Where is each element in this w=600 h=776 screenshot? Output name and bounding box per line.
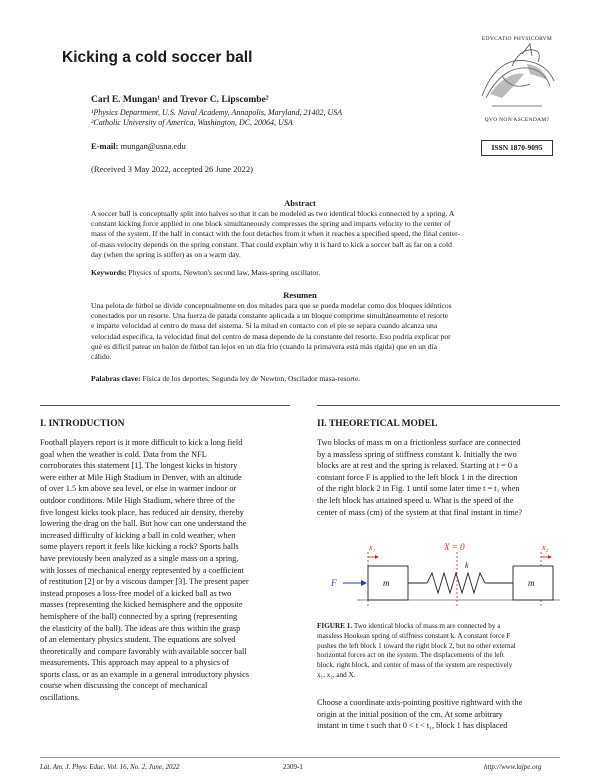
resumen-line: Una pelota de fútbol se divide conceptualmente en dos mitades para que se pueda modelar como dos bloques idénticos <box>91 301 452 310</box>
left-column-rule <box>40 405 290 406</box>
intro-line: hemisphere of the ball) connected by a spring (representing <box>40 611 238 621</box>
intro-line: of an elementary physics student. The equations are solved <box>40 635 236 645</box>
theory-line: Two blocks of mass m on a frictionless surface are connected <box>317 438 521 447</box>
theory-line: center of mass (cm) of the system at that final instant in time? <box>317 507 523 517</box>
email-line <box>91 141 186 151</box>
section-1-heading: I. INTRODUCTION <box>40 419 125 429</box>
paper-title: Kicking a cold soccer ball <box>62 49 253 66</box>
theory-line: blocks are at rest and the spring is relaxed. Starting at t = 0 a <box>317 461 518 471</box>
affiliation-1: ¹Physics Department, U.S. Naval Academy, Annapolis, Maryland, 21402, USA <box>91 108 343 117</box>
label-X0: X = 0 <box>444 542 465 552</box>
caption-line: Two identical blocks of mass m are connected by a <box>353 622 501 630</box>
affiliation-2: ²Catholic University of America, Washington, DC, 20064, USA <box>91 118 293 127</box>
palabras-clave-text: Física de los deportes, Segunda ley de Newton, Oscilador masa-resorte. <box>142 374 361 383</box>
abstract-line: of-mass velocity depends on the spring constant. That could explain why it is hard to kick a soccer ball as far on a cold <box>91 239 452 249</box>
intro-line: have previously been analyzed as a single mass on a spring, <box>40 553 239 563</box>
abstract-text <box>91 209 515 260</box>
keywords-label: Keywords: <box>91 268 127 277</box>
intro-line: masses (representing the kicked hemisphere and the opposite <box>40 600 243 610</box>
keywords-text: Physics of sports, Newton's second law, Mass-spring oscillator. <box>128 268 321 277</box>
section-2-heading: II. THEORETICAL MODEL <box>317 419 438 429</box>
intro-line: outdoor conditions. Mile High Stadium, where three of the <box>40 495 235 505</box>
palabras-clave-line <box>91 374 360 383</box>
introduction-text <box>40 437 290 704</box>
caption-line: horizontal forces act on the system. The displacements of the left <box>317 651 504 660</box>
palabras-clave-label: Palabras clave: <box>91 374 141 383</box>
figure-1-caption <box>317 622 560 681</box>
footer-page-number: 2309-1 <box>283 763 303 771</box>
intro-line: goal when the weather is cold. Data from the NFL <box>40 449 207 459</box>
spring <box>408 573 513 593</box>
abstract-line: day (when the spring is stiffer) as on a warm day. <box>91 249 241 259</box>
figure-1-diagram <box>317 538 560 613</box>
theory-line: of the right block 2 in Fig. 1 until some later time t = t₁ when <box>317 484 520 494</box>
abstract-line: mass of the system. If the half in contact with the foot detaches from it when it reaches a specified speed, the final center- <box>91 229 461 239</box>
force-arrowhead <box>361 580 367 586</box>
label-m1: m <box>383 578 390 588</box>
authors: Carl E. Mungan¹ and Trevor C. Lipscombe² <box>91 95 269 105</box>
intro-line: corroborates this statement [1]. The longest kicks in history <box>40 461 238 471</box>
abstract-heading: Abstract <box>284 198 316 208</box>
intro-line: oscillations. <box>40 693 80 703</box>
label-x1: x₁ <box>369 543 376 552</box>
label-m2: m <box>528 578 535 588</box>
intro-line: Football players report is it more difficult to kick a long field <box>40 438 243 447</box>
resumen-heading: Resumen <box>283 290 317 300</box>
intro-line: of over 1.5 km above sea level, or else in warmer indoor or <box>40 484 237 494</box>
intro-line: increased difficulty of kicking a ball in cold weather, when <box>40 530 236 540</box>
logo-motto-top: EDVCATIO PHYSICORVM <box>481 36 553 42</box>
resumen-line: velocidad específica, la velocidad final del centro de masa depende de la constante del resorte. Eso podría explicar por <box>91 331 451 341</box>
x2-arrowhead <box>548 555 552 559</box>
theory-line: constant force F is applied to the left block 1 in the direction <box>317 472 518 482</box>
label-k: k <box>465 561 469 570</box>
journal-logo <box>472 36 562 124</box>
theory-line: origin at the initial position of the cm. At some arbitrary <box>317 709 503 719</box>
right-column-rule <box>317 405 560 406</box>
theory-line: instant in time t such that 0 < t < t₁, block 1 has displaced <box>317 721 508 731</box>
footer-url[interactable]: http://www.lajpe.org <box>484 763 542 771</box>
theory-text <box>317 437 560 518</box>
intro-line: with losses of mechanical energy represented by a coefficient <box>40 565 244 575</box>
received-dates: (Received 3 May 2022, accepted 26 June 2022) <box>91 164 253 174</box>
label-x2: x₂ <box>542 543 549 552</box>
intro-line: instead proposes a loss-free model of a kicked ball as two <box>40 588 232 598</box>
x1-arrowhead <box>375 555 379 559</box>
label-F: F <box>331 578 337 588</box>
caption-line: pushes the left block 1 toward the right block 2, but no other external <box>317 641 516 650</box>
intro-line: of restitution [2] or by a viscous damper [3]. The present paper <box>40 577 249 587</box>
intro-line: theoretically and compare favorably with available soccer ball <box>40 646 247 656</box>
footer-rule <box>40 757 560 758</box>
resumen-line: qué es difícil patear un balón de fútbol tan lejos en un día frío (cuando la primavera está más rígida) que en un día <box>91 341 438 351</box>
intro-line: course when discussing the concept of mechanical <box>40 681 208 691</box>
theory-line: Choose a coordinate axis-pointing positive rightward with the <box>317 698 523 707</box>
intro-line: were either at Mile High Stadium in Denver, with an altitude <box>40 472 242 482</box>
email-address[interactable]: mungan@usna.edu <box>120 141 186 151</box>
abstract-line: A soccer ball is conceptually split into halves so that it can be modeled as two identical blocks connected by a spring. A <box>91 209 455 218</box>
caption-line: block, right block, and center of mass of the system are respectively <box>317 661 513 670</box>
caption-line: x₁, x₂, and X. <box>317 670 356 679</box>
resumen-text <box>91 301 515 362</box>
abstract-line: constant kicking force applied to one block simultaneously compresses the spring and imparts velocity to the center of <box>91 219 451 229</box>
intro-line: the elasticity of the ball). The ideas are thus within the grasp <box>40 623 241 633</box>
theory-line: by a massless spring of stiffness constant k. Initially the two <box>317 449 517 459</box>
email-label: E-mail: <box>91 141 119 151</box>
intro-line: lowering the drag on the ball. But how can one understand the <box>40 519 247 529</box>
resumen-line: e imparte velocidad al centro de masa del sistema. Si la mitad en contacto con el pie se separa cuando alcanza una <box>91 321 438 331</box>
intro-line: sports class, or as an example in a general introductory physics <box>40 669 249 679</box>
caption-label: FIGURE 1. <box>317 622 353 630</box>
intro-line: five longest kicks took place, has reduced air density, thereby <box>40 507 244 517</box>
resumen-line: conectados por un resorte. Una fuerza de patada constante aplicada a un bloque comprime simultáneamente el resorte <box>91 311 448 321</box>
intro-line: measurements. This approach may appeal to a physics of <box>40 658 230 668</box>
resumen-line: cálido. <box>91 352 112 362</box>
issn-box: ISSN 1870-9095 <box>481 140 553 156</box>
footer-journal: Lat. Am. J. Phys. Educ. Vol. 16, No. 2, June, 2022 <box>40 763 180 771</box>
theory-text-continued <box>317 697 560 732</box>
logo-motto-bottom: QVO NON ASCENDAM? <box>484 117 550 123</box>
caption-line: massless Hookean spring of stiffness constant k. A constant force F <box>317 631 511 640</box>
keywords-line <box>91 268 320 277</box>
intro-line: some players report it feels like kicking a rock? Sports balls <box>40 542 239 552</box>
theory-line: the left block has attained speed u. What is the speed of the <box>317 495 514 505</box>
